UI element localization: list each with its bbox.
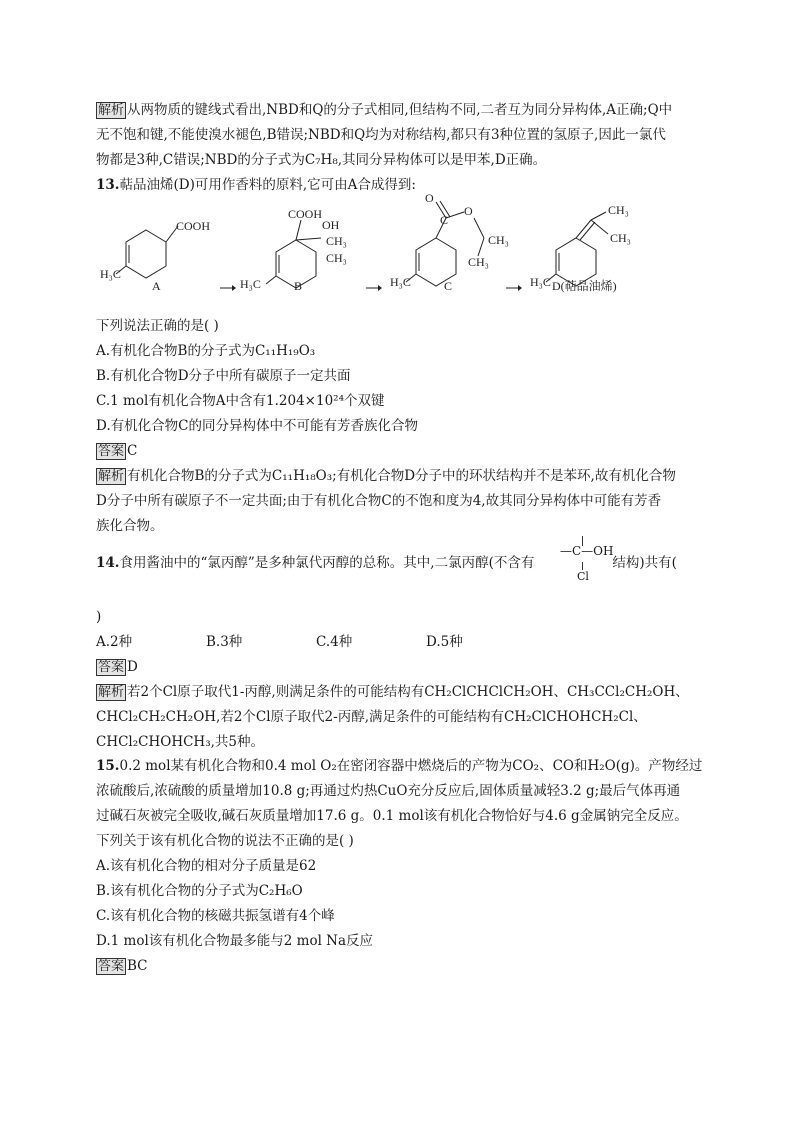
question-prompt: 下列关于该有机化合物的说法不正确的是( ): [96, 833, 354, 849]
group-label: H₃C: [530, 275, 551, 289]
question-number: 13.: [96, 177, 120, 193]
option-c: C.该有机化合物的核磁共振氢谱有4个峰: [96, 908, 335, 924]
answer-value: BC: [127, 958, 148, 974]
q15: [96, 754, 706, 979]
group-label: CH₃: [608, 203, 629, 217]
question-prompt: 下列说法正确的是( ): [96, 318, 219, 334]
q12-explain-line: 物都是3种,C错误;NBD的分子式为C₇H₈,其同分异构体可以是甲苯,D正确。: [96, 152, 547, 168]
molecule-c-bond: [478, 238, 484, 256]
explain-tag: 解析: [98, 103, 125, 118]
explain-line: 若2个Cl原子取代1-丙醇,则满足条件的可能结构有CH₂ClCHClCH₂OH、CH₃CCl₂CH₂OH、: [127, 684, 689, 700]
reaction-scheme: [96, 190, 706, 300]
question-number: 15.: [96, 758, 120, 774]
group-label: C: [440, 213, 449, 227]
group-label: COOH: [176, 219, 211, 233]
molecule-d-bond: [591, 212, 606, 220]
explain-line: 有机化合物B的分子式为C₁₁H₁₈O₃;有机化合物D分子中的环状结构并不是苯环,故有机化合物: [127, 468, 676, 484]
structure-cl: Cl: [577, 570, 589, 583]
group-label: O: [464, 204, 473, 218]
group-label: CH₃: [468, 255, 489, 269]
q12-explain-line: 从两物质的键线式看出,NBD和Q的分子式相同,但结构不同,二者互为同分异构体,A正确;Q中: [127, 102, 673, 118]
option-a: A.2种: [96, 634, 133, 650]
answer-tag: 答案: [98, 444, 125, 459]
molecule-label-b: B: [294, 279, 303, 293]
q14-options: [96, 630, 706, 655]
explain-line: D分子中所有碳原子不一定共面;由于有机化合物C的不饱和度为4,故其同分异构体中可能有芳香: [96, 493, 662, 509]
explain-line: CHCl₂CHOHCH₃,共5种。: [96, 734, 264, 750]
arrow-head: [378, 285, 382, 291]
q14-stem: [96, 551, 706, 576]
question-text: 食用酱油中的“氯丙醇”是多种氯代丙醇的总称。其中,二氯丙醇(不含有: [119, 555, 535, 571]
option-a: A.有机化合物B的分子式为C₁₁H₁₉O₃: [96, 343, 316, 359]
molecule-d-bond: [591, 220, 608, 234]
option-b: B.有机化合物D分子中所有碳原子一定共面: [96, 368, 351, 384]
reaction-scheme-svg: [96, 190, 706, 300]
answer-tag: 答案: [98, 660, 125, 675]
option-d: D.有机化合物C的同分异构体中不可能有芳香族化合物: [96, 418, 418, 434]
molecule-b-bond: [296, 238, 321, 240]
q14-body: [96, 605, 706, 755]
question-text: 结构)共有(: [612, 555, 677, 571]
option-b: B.3种: [206, 634, 243, 650]
molecule-label-d: D(萜品油烯): [552, 279, 617, 293]
group-label: CH₃: [488, 233, 509, 247]
group-label: OH: [322, 218, 340, 232]
molecule-c-bond: [474, 218, 484, 238]
group-label: CH₃: [326, 234, 347, 248]
explain-line: 族化合物。: [96, 518, 164, 534]
question-text: ): [96, 609, 102, 625]
molecule-label-a: A: [152, 279, 161, 293]
answer-tag: 答案: [98, 959, 125, 974]
structure-text: —C—OH: [560, 544, 614, 558]
option-a: A.该有机化合物的相对分子质量是62: [96, 858, 317, 874]
answer-value: D: [127, 659, 138, 675]
option-b: B.该有机化合物的分子式为C₂H₆O: [96, 883, 303, 899]
q12-explain-line: 无不饱和键,不能使溴水褪色,B错误;NBD和Q均为对称结构,都只有3种位置的氢原子,因此一氯代: [96, 127, 666, 143]
molecule-label-c: C: [444, 279, 453, 293]
explain-tag: 解析: [98, 685, 125, 700]
option-d: D.5种: [426, 634, 463, 650]
group-label: H₃C: [240, 277, 261, 291]
explain-line: CHCl₂CH₂CH₂OH,若2个Cl原子取代2-丙醇,满足条件的可能结构有CH₂ClCHOHCH₂Cl、: [96, 709, 647, 725]
group-label: COOH: [288, 207, 323, 221]
arrow-head: [232, 285, 236, 291]
answer-value: C: [127, 443, 138, 459]
group-label: CH₃: [610, 231, 631, 245]
option-d: D.1 mol该有机化合物最多能与2 mol Na反应: [96, 933, 374, 949]
question-text: 0.2 mol某有机化合物和0.4 mol O₂在密闭容器中燃烧后的产物为CO₂、CO和H₂O(g)。产物经过: [119, 758, 703, 774]
arrow-head: [518, 285, 522, 291]
molecule-b-bond: [266, 276, 276, 284]
option-c: C.4种: [316, 634, 353, 650]
group-label: O: [425, 191, 434, 205]
molecule-a-ring: [126, 230, 166, 278]
group-label: H₃C: [100, 267, 121, 281]
q13-body: [96, 314, 706, 539]
q12-explanation: [96, 98, 706, 173]
question-text: 过碱石灰被完全吸收,碱石灰质量增加17.6 g。0.1 mol该有机化合物恰好与4.6 g金属钠完全反应。: [96, 808, 688, 824]
option-c: C.1 mol有机化合物A中含有1.204×10²⁴个双键: [96, 393, 385, 409]
question-number: 14.: [96, 555, 120, 571]
explain-tag: 解析: [98, 469, 125, 484]
question-text: 萜品油烯(D)可用作香料的原料,它可由A合成得到:: [119, 177, 416, 193]
group-label: CH₃: [326, 251, 347, 265]
molecule-b-bond: [296, 220, 301, 240]
group-label: H₃C: [390, 275, 411, 289]
question-text: 浓硫酸后,浓硫酸的质量增加10.8 g;再通过灼热CuO充分反应后,固体质量减轻3.2 g;最后气体再通: [96, 783, 681, 799]
